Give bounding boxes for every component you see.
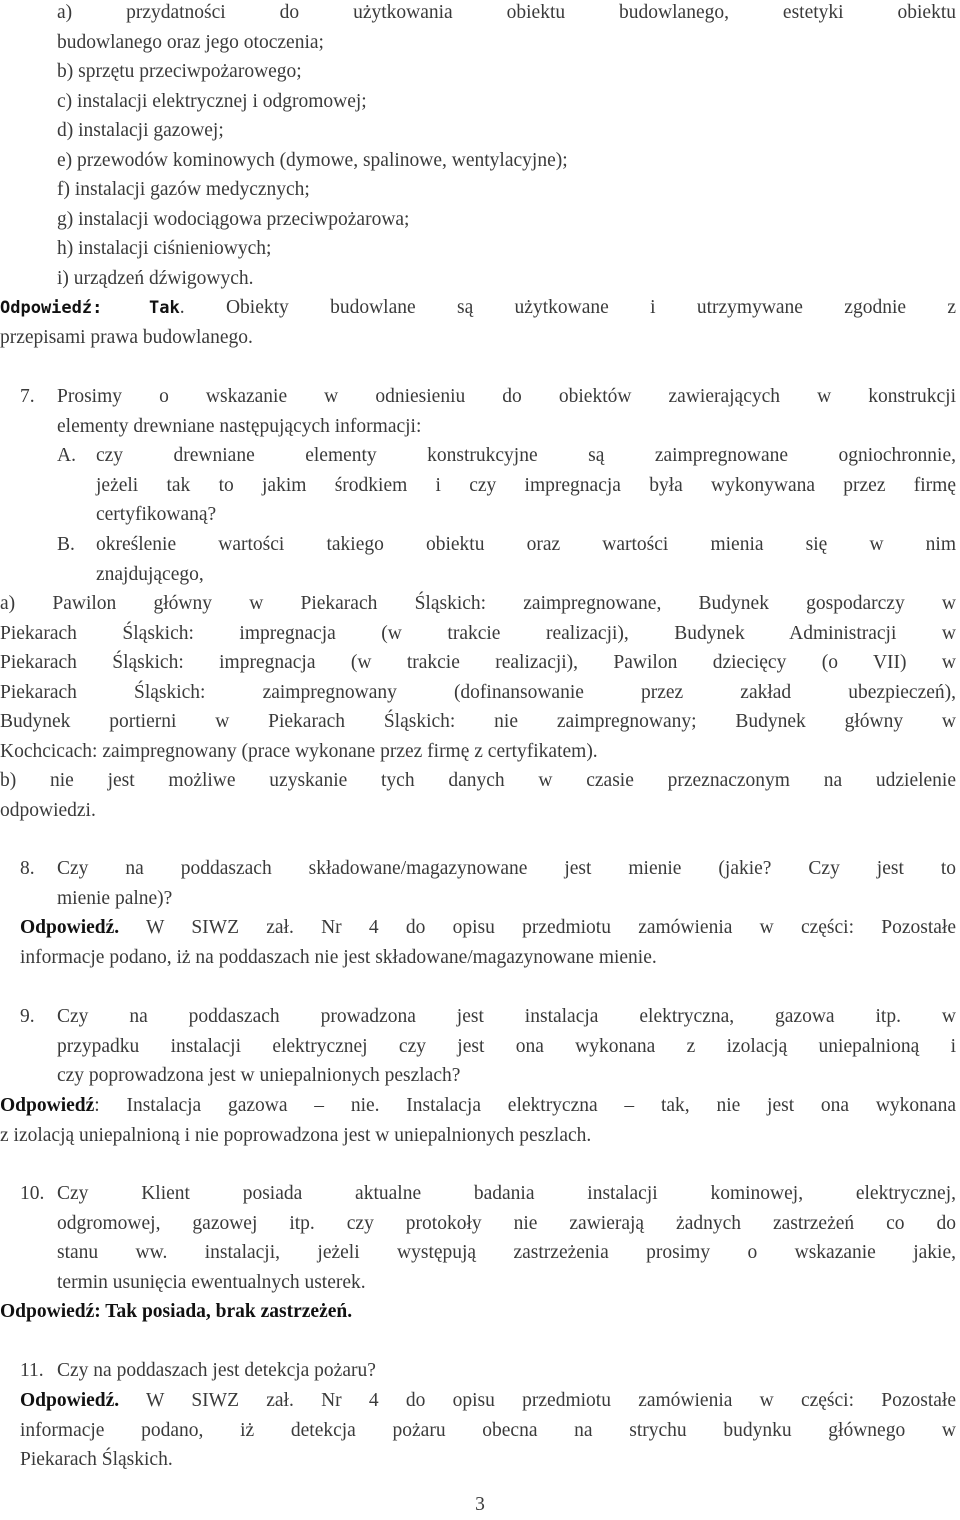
answer-7-a [0,589,956,766]
answer-line: Piekarach Śląskich: impregnacja (w trakcie realizacji), Pawilon dziecięcy (o VII) w [0,652,956,673]
answer-7-b [0,766,956,825]
question-line: mienie palne)? [57,887,173,909]
question-line: certyfikowaną? [96,504,217,525]
answer-9 [0,1091,956,1150]
answer-line: b) nie jest możliwe uzyskanie tych danych w czasie przeznaczonym na udzielenie [0,770,956,791]
question-line: Prosimy o wskazanie w odniesieniu do obiektów zawierających w konstrukcji [57,386,956,407]
answer-line: informacje podano, iż na poddaszach nie jest składowane/magazynowane mienie. [20,946,657,968]
answer-line [20,1386,956,1416]
list-item: i) urządzeń dźwigowych. [57,267,254,289]
question-number: 7. [20,386,35,407]
list-item: b) sprzętu przeciwpożarowego; [57,61,302,82]
question-line: Czy Klient posiada aktualne badania instalacji kominowej, elektrycznej, [57,1183,956,1204]
list-item: a) przydatności do użytkowania obiektu budowlanego, estetyki obiektu [57,2,956,23]
answer-label: Odpowiedź: Tak [0,298,180,318]
subpoint-label: B. [57,534,75,555]
list-item: c) instalacji elektrycznej i odgromowej; [57,90,367,112]
question-line: przypadku instalacji elektrycznej czy jest ona wykonana z izolacją uniepalnioną i [57,1035,956,1057]
answer-line: Piekarach Śląskich. [20,1449,173,1470]
list-item: f) instalacji gazów medycznych; [57,179,310,200]
question-line: określenie wartości takiego obiektu oraz wartości mienia się w nim [96,534,956,555]
answer-label: Odpowiedź [0,1095,95,1116]
answer-text: W SIWZ zał. Nr 4 do opisu przedmiotu zamówienia w części: Pozostałe [119,1390,956,1411]
page-number: 3 [475,1494,485,1515]
question-line: Czy na poddaszach prowadzona jest instalacja elektryczna, gazowa itp. w [57,1006,956,1027]
answer-line: Budynek portierni w Piekarach Śląskich: nie zaimpregnowany; Budynek główny w [0,711,956,732]
answer-line [0,293,956,323]
answer-line: Piekarach Śląskich: impregnacja (w trakcie realizacji), Budynek Administracji w [0,622,956,644]
answer-10 [0,1297,956,1327]
answer-line: przepisami prawa budowlanego. [0,326,253,348]
question-line: czy drewniane elementy konstrukcyjne są zaimpregnowane ogniochronnie, [96,445,956,466]
answer-line: odpowiedzi. [0,799,96,821]
answer-line: informacje podano, iż detekcja pożaru obecna na strychu budynku głównego w [20,1419,956,1441]
question-line: odgromowej, gazowej itp. czy protokoły nie zawierają żadnych zastrzeżeń co do [57,1212,956,1234]
question-9 [57,1002,956,1091]
answer-11 [20,1386,956,1475]
question-line: Czy na poddaszach składowane/magazynowane jest mienie (jakie? Czy jest to [57,858,956,879]
answer-line: z izolacją uniepalnioną i nie poprowadzona jest w uniepalnionych peszlach. [0,1124,592,1146]
list-item: d) instalacji gazowej; [57,120,224,141]
answer-line: a) Pawilon główny w Piekarach Śląskich: zaimpregnowane, Budynek gospodarczy w [0,593,956,614]
question-line: termin usunięcia ewentualnych usterek. [57,1271,366,1293]
answer-text: W SIWZ zał. Nr 4 do opisu przedmiotu zamówienia w części: Pozostałe [119,917,956,938]
question-7 [57,382,956,441]
subpoint-label: A. [57,445,76,466]
question-line: czy poprowadzona jest w uniepalnionych peszlach? [57,1065,461,1086]
question-line: Czy na poddaszach jest detekcja pożaru? [57,1360,376,1381]
answer-8 [20,913,956,972]
question-line: jeżeli tak to jakim środkiem i czy impregnacja była wykonywana przez firmę [96,474,956,496]
list-a-section [57,0,956,293]
answer-text: . Obiekty budowlane są użytkowane i utrzymywane zgodnie z [179,297,956,318]
question-number: 9. [20,1006,35,1027]
answer-line: Kochcicach: zaimpregnowany (prace wykonane przez firmę z certyfikatem). [0,740,598,762]
answer-6 [0,293,956,352]
question-8 [57,854,956,913]
list-item: h) instalacji ciśnieniowych; [57,238,272,259]
question-number: 10. [20,1183,45,1204]
answer-label: Odpowiedź. [20,917,120,938]
answer-line: Odpowiedź: Tak posiada, brak zastrzeżeń. [0,1301,353,1322]
question-7-a [96,441,956,530]
question-number: 11. [20,1360,44,1381]
answer-text: : Instalacja gazowa – nie. Instalacja elektryczna – tak, nie jest ona wykonana [94,1095,956,1116]
question-line: znajdującego, [96,563,204,585]
question-10 [57,1179,956,1297]
answer-label: Odpowiedź. [20,1390,120,1411]
question-line: stanu ww. instalacji, jeżeli występują zastrzeżenia prosimy o wskazanie jakie, [57,1242,956,1263]
answer-line: Piekarach Śląskich: zaimpregnowany (dofinansowanie przez zakład ubezpieczeń), [0,681,956,703]
answer-line [0,1091,956,1121]
question-11 [57,1356,956,1386]
list-item: e) przewodów kominowych (dymowe, spalinowe, wentylacyjne); [57,149,568,171]
list-item: budowlanego oraz jego otoczenia; [57,31,324,53]
answer-line [20,913,956,943]
question-line: elementy drewniane następujących informacji: [57,415,422,437]
question-number: 8. [20,858,35,879]
list-item: g) instalacji wodociągowa przeciwpożarowa; [57,208,410,230]
question-7-b [96,530,956,589]
